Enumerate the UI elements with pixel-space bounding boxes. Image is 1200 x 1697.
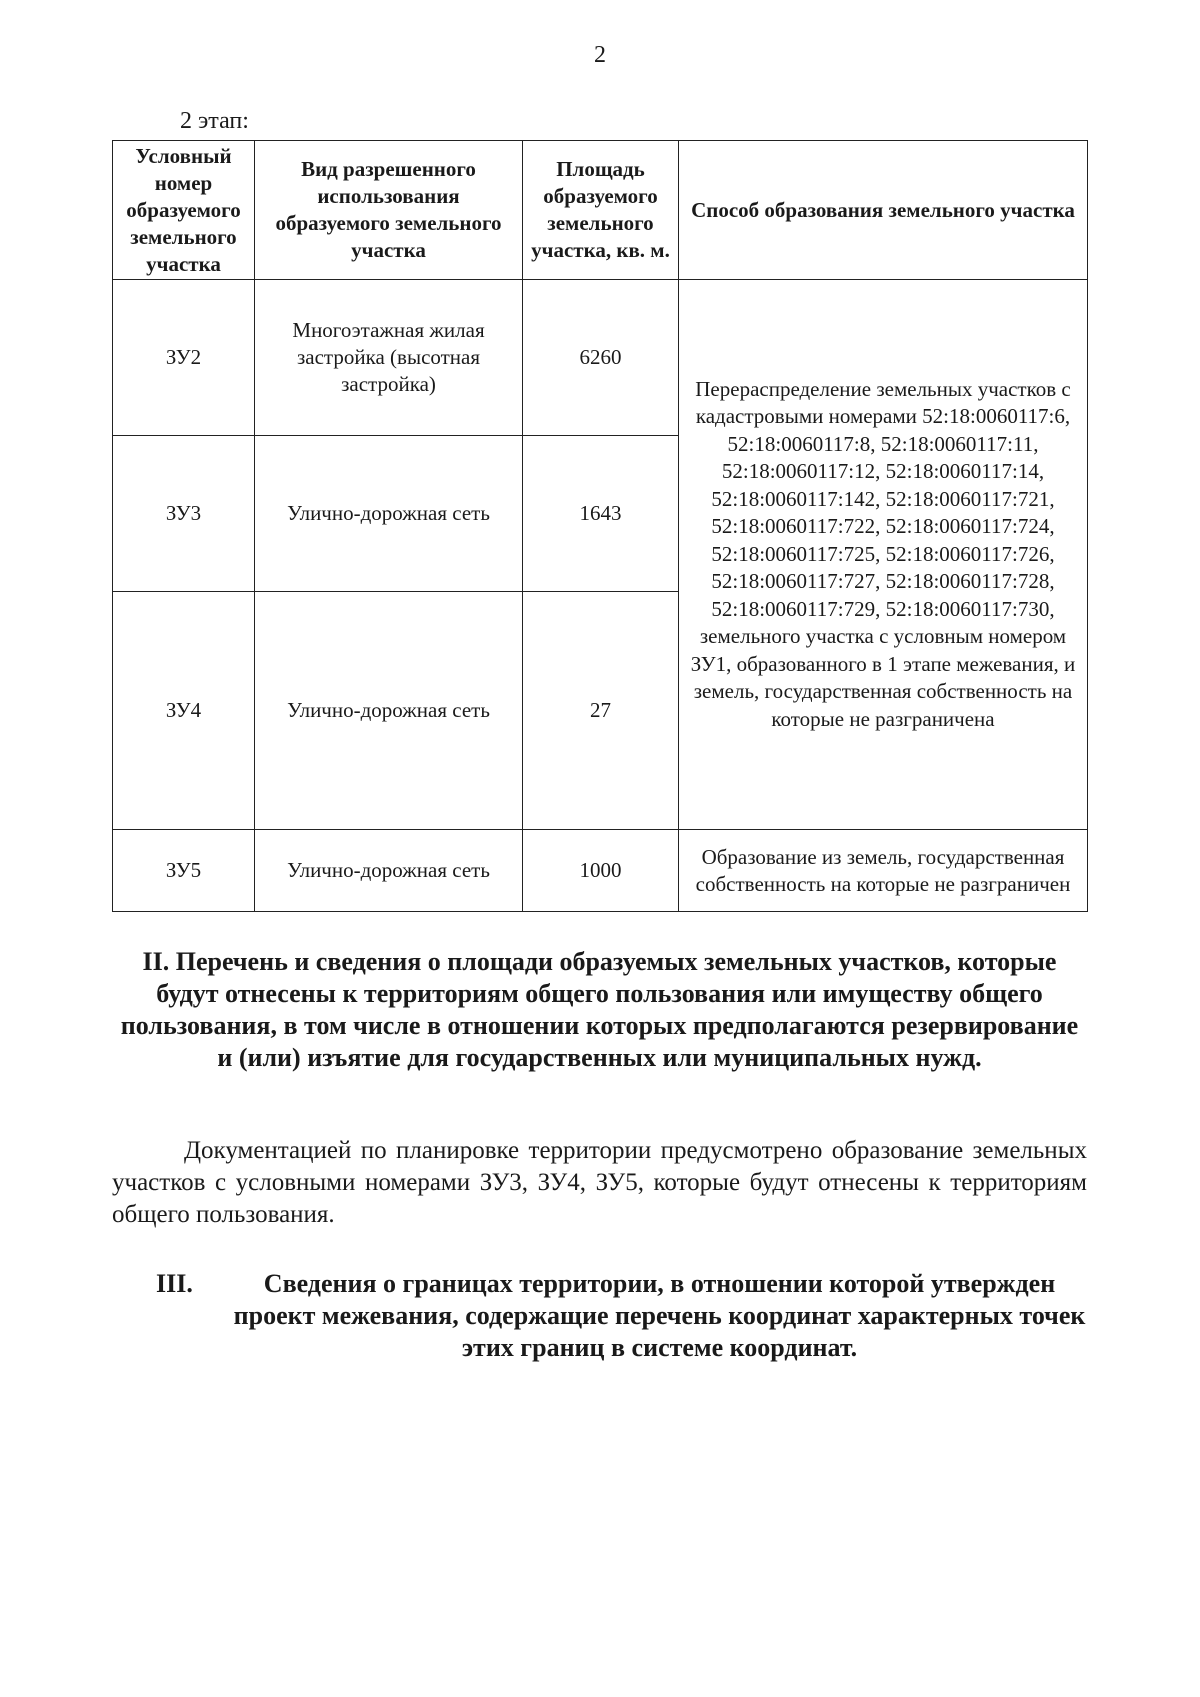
table-row bbox=[113, 280, 1088, 436]
section-3-heading bbox=[112, 1268, 1087, 1364]
cell-area: 1000 bbox=[523, 830, 679, 912]
cell-permitted-use: Улично-дорожная сеть bbox=[255, 830, 523, 912]
page-number: 2 bbox=[594, 42, 606, 68]
cell-plot-number: ЗУ5 bbox=[113, 830, 255, 912]
section-3-numeral: III. bbox=[156, 1269, 193, 1298]
cell-plot-number: ЗУ4 bbox=[113, 592, 255, 830]
cell-formation-method-merged: Перераспределение земельных участков с кадастровыми номерами 52:18:0060117:6, 52:18:0060117:8, 52:18:0060117:11, 52:18:0060117:12, 52:18:0060117:14, 52:18:0060117:142, 52:18:0060117:721, 52:18:0060117:722, 52:18:0060117:724, 52:18:0060117:725, 52:18:0060117:726, 52:18:0060117:727, 52:18:0060117:728, 52:18:0060117:729, 52:18:0060117:730, земельного участка с условным номером ЗУ1, образованного в 1 этапе межевания, и земель, государственная собственность на которые не разграничена bbox=[679, 280, 1088, 830]
cell-plot-number: ЗУ2 bbox=[113, 280, 255, 436]
section-2-title: II. Перечень и сведения о площади образуемых земельных участков, которые будут отнесены к территориям общего пользования или имуществу общего пользования, в том числе в отношении которых предполагаются резервирование и (или) изъятие для государственных или муниципальных нужд. bbox=[120, 947, 1079, 1072]
header-plot-number: Условный номер образуемого земельного участка bbox=[113, 141, 255, 280]
table-header-row bbox=[113, 141, 1088, 280]
cell-permitted-use: Многоэтажная жилая застройка (высотная застройка) bbox=[255, 280, 523, 436]
cell-plot-number: ЗУ3 bbox=[113, 436, 255, 592]
cell-permitted-use: Улично-дорожная сеть bbox=[255, 592, 523, 830]
section-2-paragraph: Документацией по планировке территории предусмотрено образование земельных участков с условными номерами ЗУ3, ЗУ4, ЗУ5, которые будут отнесены к территориям общего пользования. bbox=[112, 1137, 1087, 1228]
cell-permitted-use: Улично-дорожная сеть bbox=[255, 436, 523, 592]
header-formation-method: Способ образования земельного участка bbox=[679, 141, 1088, 280]
cell-formation-method: Образование из земель, государственная собственность на которые не разграничен bbox=[679, 830, 1088, 912]
cell-area: 6260 bbox=[523, 280, 679, 436]
stage-label: 2 этап: bbox=[180, 108, 249, 134]
header-permitted-use: Вид разрешенного использования образуемого земельного участка bbox=[255, 141, 523, 280]
land-plots-table bbox=[112, 140, 1088, 912]
cell-area: 1643 bbox=[523, 436, 679, 592]
table-row bbox=[113, 830, 1088, 912]
section-3-title: Сведения о границах территории, в отношении которой утвержден проект межевания, содержащие перечень координат характерных точек этих границ в системе координат. bbox=[233, 1269, 1086, 1362]
cell-area: 27 bbox=[523, 592, 679, 830]
header-area: Площадь образуемого земельного участка, кв. м. bbox=[523, 141, 679, 280]
